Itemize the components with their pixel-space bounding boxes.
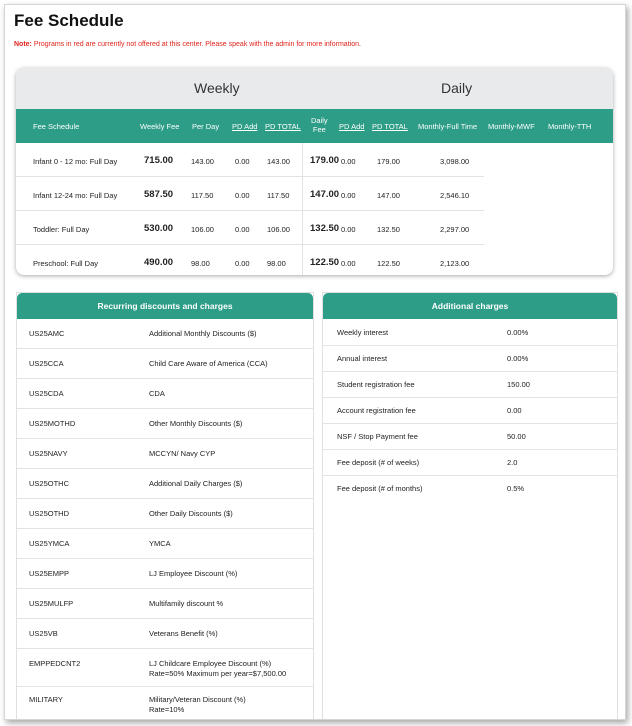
col-monthly-mwf: Monthly-MWF — [488, 122, 535, 131]
list-item — [17, 649, 313, 687]
col-weekly-fee: Weekly Fee — [140, 122, 180, 131]
program-name: Toddler: Full Day — [33, 225, 90, 234]
weekly-fee: 715.00 — [144, 155, 174, 166]
charge-value: 50.00 — [507, 432, 526, 441]
charge-name: Fee deposit (# of weeks) — [337, 458, 420, 467]
recurring-title: Recurring discounts and charges — [17, 293, 313, 319]
charge-name: Annual interest — [337, 354, 388, 363]
weekly-fee: 490.00 — [144, 257, 174, 268]
charge-name: Student registration fee — [337, 380, 415, 389]
list-item — [17, 559, 313, 589]
program-name: Preschool: Full Day — [33, 259, 99, 268]
pd-add-2: 0.00 — [341, 259, 356, 268]
program-name: Infant 12-24 mo: Full Day — [33, 191, 118, 200]
col-monthly-tth: Monthly-TTH — [548, 122, 592, 131]
table-row — [16, 143, 613, 177]
list-item — [17, 589, 313, 619]
list-item — [17, 379, 313, 409]
pd-add-2: 0.00 — [341, 157, 356, 166]
charge-value: 0.5% — [507, 484, 525, 493]
pd-add: 0.00 — [235, 225, 250, 234]
list-item — [323, 320, 617, 346]
daily-fee: 122.50 — [310, 257, 340, 268]
charge-value: 0.00 — [507, 406, 522, 415]
pd-total: 98.00 — [267, 259, 286, 268]
per-day: 117.50 — [191, 191, 214, 200]
list-item — [17, 687, 313, 720]
discount-code: US25OTHD — [29, 509, 70, 518]
group-daily: Daily — [441, 80, 473, 96]
pd-total-2: 179.00 — [377, 157, 400, 166]
list-item — [17, 619, 313, 649]
pd-total: 117.50 — [267, 191, 290, 200]
pd-add: 0.00 — [235, 157, 250, 166]
discount-desc: CDA — [149, 389, 165, 398]
pd-add-2: 0.00 — [341, 191, 356, 200]
monthly-full-time: 2,297.00 — [440, 225, 470, 234]
discount-desc: LJ Employee Discount (%) — [149, 569, 238, 578]
col-monthly-full-time: Monthly-Full Time — [418, 122, 478, 131]
discount-desc: Additional Daily Charges ($) — [149, 479, 243, 488]
pd-add: 0.00 — [235, 259, 250, 268]
discount-desc: Multifamily discount % — [149, 599, 224, 608]
list-item — [323, 346, 617, 372]
discount-desc: Other Daily Discounts ($) — [149, 509, 233, 518]
charge-name: NSF / Stop Payment fee — [337, 432, 418, 441]
group-weekly: Weekly — [194, 80, 240, 96]
pd-total: 106.00 — [267, 225, 290, 234]
page-frame — [4, 4, 626, 720]
list-item — [17, 319, 313, 349]
program-name: Infant 0 - 12 mo: Full Day — [33, 157, 118, 166]
pd-add: 0.00 — [235, 191, 250, 200]
discount-code: US25CDA — [29, 389, 64, 398]
charge-value: 0.00% — [507, 354, 529, 363]
discount-desc: MCCYN/ Navy CYP — [149, 449, 216, 458]
discount-code: MILITARY — [29, 695, 63, 704]
monthly-full-time: 2,546.10 — [440, 191, 470, 200]
weekly-fee: 530.00 — [144, 223, 174, 234]
pd-total-2: 147.00 — [377, 191, 400, 200]
charge-value: 0.00% — [507, 328, 529, 337]
list-item — [323, 372, 617, 398]
table-row — [16, 245, 613, 275]
discount-desc: Other Monthly Discounts ($) — [149, 419, 243, 428]
additional-charges-panel — [322, 292, 618, 720]
list-item — [323, 450, 617, 476]
weekly-fee: 587.50 — [144, 189, 174, 200]
pd-total: 143.00 — [267, 157, 290, 166]
col-daily-fee: Daily Fee — [311, 116, 328, 134]
monthly-full-time: 3,098.00 — [440, 157, 470, 166]
discount-desc: Additional Monthly Discounts ($) — [149, 329, 257, 338]
monthly-full-time: 2,123.00 — [440, 259, 470, 268]
table-row — [16, 211, 613, 245]
daily-fee: 147.00 — [310, 189, 340, 200]
discount-code: US25NAVY — [29, 449, 68, 458]
daily-fee: 179.00 — [310, 155, 340, 166]
discount-code: US25EMPP — [29, 569, 70, 578]
charge-value: 2.0 — [507, 458, 518, 467]
list-item — [17, 529, 313, 559]
discount-code: US25MOTHD — [29, 419, 76, 428]
discount-desc: LJ Childcare Employee Discount (%) Rate=50% Maximum per year=$7,500.00 — [149, 659, 287, 678]
discount-code: EMPPEDCNT2 — [29, 659, 81, 668]
discount-desc: Veterans Benefit (%) — [149, 629, 218, 638]
charge-name: Weekly interest — [337, 328, 389, 337]
note-label: Note: — [14, 41, 32, 48]
list-item — [17, 469, 313, 499]
column-header-row — [16, 109, 613, 143]
discount-desc: Military/Veteran Discount (%) Rate=10% — [149, 695, 246, 714]
discount-code: US25VB — [29, 629, 58, 638]
list-item — [323, 424, 617, 450]
col-pd-add: PD Add — [232, 122, 258, 131]
col-per-day: Per Day — [192, 122, 220, 131]
discount-desc: Child Care Aware of America (CCA) — [149, 359, 268, 368]
discount-code: US25YMCA — [29, 539, 70, 548]
list-item — [323, 398, 617, 424]
list-item — [17, 409, 313, 439]
charge-value: 150.00 — [507, 380, 530, 389]
pd-add-2: 0.00 — [341, 225, 356, 234]
col-pd-total-2: PD TOTAL — [372, 122, 408, 131]
daily-fee: 132.50 — [310, 223, 340, 234]
per-day: 143.00 — [191, 157, 214, 166]
discount-code: US25AMC — [29, 329, 65, 338]
per-day: 106.00 — [191, 225, 214, 234]
charge-name: Account registration fee — [337, 406, 416, 415]
fee-schedule-table — [16, 68, 613, 275]
pd-total-2: 122.50 — [377, 259, 400, 268]
pd-total-2: 132.50 — [377, 225, 400, 234]
group-header-row — [16, 68, 613, 109]
list-item — [17, 499, 313, 529]
discount-code: US25CCA — [29, 359, 64, 368]
col-pd-total: PD TOTAL — [265, 122, 301, 131]
discount-code: US25MULFP — [29, 599, 74, 608]
note-text: Programs in red are currently not offered at this center. Please speak with the admin for more information. — [31, 41, 361, 48]
availability-note — [14, 41, 361, 48]
additional-title: Additional charges — [323, 293, 617, 319]
discount-code: US25OTHC — [29, 479, 70, 488]
col-pd-add-2: PD Add — [339, 122, 365, 131]
list-item — [17, 349, 313, 379]
charge-name: Fee deposit (# of months) — [337, 484, 423, 493]
table-row — [16, 177, 613, 211]
page-title: Fee Schedule — [14, 11, 124, 30]
col-fee-schedule: Fee Schedule — [33, 122, 80, 131]
discount-desc: YMCA — [149, 539, 171, 548]
recurring-discounts-panel — [16, 292, 314, 720]
list-item — [17, 439, 313, 469]
per-day: 98.00 — [191, 259, 210, 268]
list-item — [323, 476, 617, 501]
